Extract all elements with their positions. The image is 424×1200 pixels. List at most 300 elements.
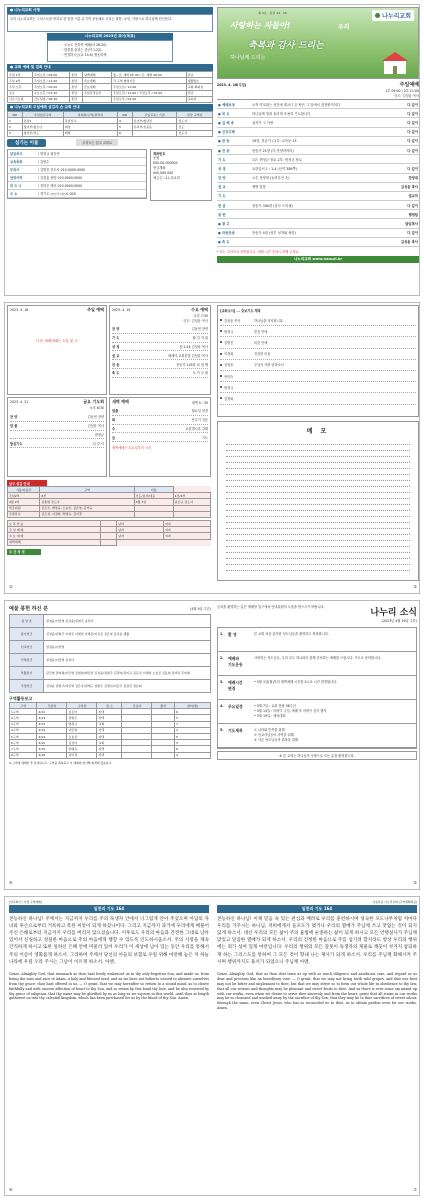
district-title: ● 나누리교회 주일예배 섬김의 손 교회 안내: [7, 104, 213, 111]
wednesday-row-value: 메세야 교회론말 김성윤 목사: [168, 353, 208, 358]
order-row: [217, 201, 419, 210]
column-header: 출석: [152, 703, 175, 709]
order-content: [252, 212, 388, 217]
left-prayer-title: 일천의 기도 164: [9, 905, 209, 913]
friday-row-value: 변정규: [94, 432, 104, 437]
order-item: 봉 헌: [218, 212, 226, 217]
right-prayer-english: Grant, Almighty God, that as thou dost train us up with so much diligence and assiduous care, and regard us as dear and precious like an hereditary vine, — O grant, that we may not bring forth wild grapes, and that our fruit may not be bitter and unpleasant to thee, but that we may strive so to form our whole life in obedience to thy law, that all our actions and thoughts may be pleasant and sweet fruits to thee. And as there is ever some sin mixed up with our works, even when we desire to serve thee sincerely and from the heart, grant that all stains in our works may be so cleansed and washed away by the sacrifice of thy Son, that they may be to thee sacrifices of sweet odour, through the same, even Christ Jesus, who has so reconciled us to thee, as to obtain pardon even for our works. Amen.: [217, 971, 417, 1011]
order-person: 다 같이: [407, 102, 418, 107]
news-body: 본 교회 처음 출석한 성도님들을 환영하고 축복합니다.: [254, 632, 329, 636]
order-list: [217, 99, 419, 247]
right-prayer-korean: 전능하신 하나님! 이제 믿음 속 있는 관심과 배려로 우리를 훈련하시며 성숙한 포도나무처럼 저마다 우리를 가꾸시는 하나님, 저희에게서 들포도가 맺거나 우리의 열매가 주님께 쓰고 맛없는 것이 되지 않게 하소서. 대신 우리의 모든 삶이 주의 율법에 순종하는 삶이 되게 하시고 모든 언행실사가 주님께 맞있고 달콤한 열매가 되게 하소서. 우리의 진정한 마음으로 주를 섬기려 할지라도 항상 우리의 행위에는 죄가 섞여 있게 마련입니다. 우리의 행위의 모든 잘못이 독생자의 제물로 깨끗이 씻겨지 참되하게 하는 그리스도를 통하여 그 모든 것이 향내 나는 제사가 되게 하소서. 우리를 주님께 화해시켜 주시며 행위까지도 용서가 되었으니 주님께 아멘.: [217, 917, 417, 965]
district-cell: 전도: [177, 124, 213, 130]
activity-cell: 4/13: [37, 721, 67, 727]
order-item: 기 도: [218, 194, 226, 199]
servant-row: [8, 190, 146, 198]
offering-type: 부활감사: [10, 667, 44, 680]
dawn-row-label: 금: [112, 435, 116, 440]
order-person: 다 같이: [407, 139, 418, 144]
wednesday-row: [112, 334, 208, 343]
activity-cell: 자택: [97, 752, 122, 758]
news-body: • 5월 1일(월)부터 새벽예배 시간을 5시로 시간 변경합니다.: [254, 680, 338, 684]
order-row: [217, 109, 419, 118]
page-number-right: ⑤: [413, 880, 417, 885]
activity-cell: 자택: [97, 715, 122, 721]
news-date: (2023년 4월 16일 주간): [381, 619, 417, 623]
wednesday-row-label: 성 경: [112, 344, 120, 349]
offering-type: 건축헌금: [10, 654, 44, 667]
wednesday-row-value: 찬송가 145장 다 함 께: [176, 362, 208, 367]
church-label: 우리도는 입고 교회로: [76, 139, 118, 146]
banner-small: 사랑하는 자들아!: [230, 21, 291, 30]
bank-line: 농협: [153, 156, 160, 161]
dawn-time: 새벽 5 : 30: [191, 400, 208, 405]
activity-cell: 자택: [97, 733, 122, 739]
bullet-icon: [220, 364, 222, 366]
right-half: [217, 605, 417, 887]
worship-cell: 본당: [70, 84, 83, 90]
column-header: 주일교육 / 기관: [132, 111, 177, 117]
prayer-text: 믿음 안에: [254, 329, 268, 334]
order-row: [217, 174, 419, 183]
bullet-icon: [220, 397, 222, 399]
activity-cell: 교회: [97, 740, 122, 746]
prayer-row: [220, 337, 416, 348]
order-note: * 표는 일어서서 찬양합니다. 예배 시간 전에 도착해 주세요.: [217, 250, 300, 254]
right-half: [217, 900, 417, 1194]
servant-role: 교육목회: [10, 159, 23, 164]
worship-cell: 교회 회의실: [186, 84, 212, 90]
news-item: [218, 628, 416, 652]
bulletin-page-2: [4, 302, 420, 594]
worship-cell: 월~금: 새벽 05:30 / 토: 새벽 06:00: [112, 72, 187, 78]
banner-main: 축복과 감사 드리는: [248, 41, 324, 51]
prayer-row: [220, 360, 416, 371]
service-cell: 주방봉사: [8, 511, 40, 517]
dawn-row: [112, 433, 208, 442]
prayer-name: 김정희: [224, 396, 234, 401]
order-row: [217, 219, 419, 228]
column-header: 구역장: [67, 703, 97, 709]
service-cell: 기도/감사/대표: [134, 493, 173, 499]
news-item: [218, 724, 416, 748]
worship-head: [217, 81, 419, 88]
church-logo: [372, 10, 414, 21]
district-cell: 전도사: [177, 118, 213, 124]
sunday-date: 2023. 4. 16: [10, 308, 29, 312]
order-item: ● 파송찬송: [218, 231, 235, 236]
order-content: 시온 찬양대 (놀라우신 손): [252, 176, 290, 181]
activity-cell: 자택: [97, 727, 122, 733]
prayer-name: 김명진: [224, 340, 234, 345]
order-person: 다 같이: [407, 166, 418, 171]
wednesday-time: 오후 7:30: [193, 314, 208, 318]
left-prayer-korean: 전능하신 하나님! 주께서는 지금까지 우리를 주의 독생자 안에서 너그럽게 안아 주셨으며 아담의 자녀와 후손으로부터 거룩하고 복된 씨앗이 되게 하셨나이다. 그리고 지금까지 과거에 우리에게 베풀어 주신 은혜로부터 지금까지 우리를 버리지 않으셨습니다. 이후로도 우리의 마음과 간전한 그대로 남아 있어서 신실하고 성실한 마음으로 주의 마음에게 행할 수 있도록 인도하시옵소서. 주의 사랑을 제속 간직하게 하시고 또한 일하신 은혜 안에 머물러 있어 우리가 이 세상에 남아 있는 동안 우리를 통해서 주의 이름이 영화롭게 하소서. 그리하여 주께서 당신의 아들의 보혈로 우릴 위해 마련해 놓은 저 하늘나라에 우릴 오라 주시는 그날이 이르게 하소서. 아멘.: [9, 917, 209, 965]
worship-kind: 주일예배: [399, 82, 419, 88]
friday-row-value: 다 같 이: [92, 441, 104, 446]
offering-names: 김성윤 권현주/이민영 김은아/권세구 권현주 김명진/이은주 김명진 정은희: [44, 680, 211, 693]
friday-row: [10, 439, 104, 448]
news-title-wrap: [370, 605, 417, 623]
column-header: 기동/다음주: [8, 487, 40, 493]
motto-box: [47, 40, 173, 62]
servants-title: 섬기는 이들: [7, 139, 46, 147]
servants-area: [7, 149, 213, 201]
offering-type: 십 일 조: [10, 615, 44, 628]
offering-row: [10, 641, 211, 654]
activity-cell: 4: [174, 752, 210, 758]
service-cell: [134, 511, 173, 517]
worship-cell: 주일 2부: [8, 78, 33, 84]
order-content: [252, 239, 388, 244]
prayer-name: 이정희: [224, 352, 234, 357]
order-content: 요한일서 1 : 1-4 (신약 389쪽): [252, 166, 297, 171]
order-content: 찬송가 4장 (성부 성자와 성령): [252, 231, 296, 236]
news-body: 사랑하는 성도님들, 우리 모두 하나되어 함께 중보하는 예배를 드립시다. 기도로 준비합시다.: [254, 656, 382, 660]
activity-cell: 박혜숙: [67, 746, 97, 752]
order-person: 다 같이: [407, 111, 418, 116]
worship-cell: 생활방소: [186, 78, 212, 84]
friday-row-label: 찬 양: [10, 415, 18, 420]
worship-cell: 본당: [186, 72, 212, 78]
order-row: [217, 229, 419, 238]
page-number-right: ③: [413, 584, 417, 589]
offering-row: [10, 680, 211, 693]
district-cell: 4: [118, 118, 133, 124]
bulletin-page-1: [4, 4, 420, 296]
activity-cell: 7: [174, 721, 210, 727]
order-content: 십자가 그 사랑: [252, 120, 274, 125]
wednesday-row-value: 몸 2:24 김성윤 목사: [179, 344, 208, 349]
prayer-title: [교회소식] ... 중보기도 제목: [220, 309, 261, 313]
left-prayer-english: Grant, Almighty God, that inasmuch as thou hast freely embraced us in thy only-begotten Son, and made us, from being the sons and race of Adam, a holy and blessed seed, and as we have not hitherto ceased to alienate ourselves from thy grace; thou hast offered to us, — O grant, that we may hereafter so return to a sound mind, as to cleave faithfully and with sincere affection of heart to thy Son, and so retain by this bond thy love, and be also renewed by thy grace of adoption, that thy name may be glorified by us as long as we sojourn in this world, until thou at length gatherest us into thy celestial kingdom, which has been purchased for us by the blood of thy Son. Amen.: [9, 971, 209, 1001]
column-header: NO: [118, 111, 133, 117]
dedication-cell: [101, 539, 117, 545]
order-content: [252, 129, 388, 134]
order-row: [217, 118, 419, 127]
wednesday-row-label: 축 도: [112, 371, 120, 376]
worship-cell: 수요예배: [82, 78, 111, 84]
dawn-row: [112, 425, 208, 434]
order-person: 다 같이: [407, 130, 418, 135]
bullet-icon: [220, 330, 222, 332]
banner-sub: 우리: [338, 24, 350, 31]
prayer-text: 주님의 사랑 임하소서: [254, 363, 284, 368]
left-half: [9, 900, 209, 1194]
dawn-row-label: 화: [112, 418, 116, 423]
right-tag: 다음다음 나누리교회 [구역예배좌공]: [372, 900, 417, 904]
worship-cell: 주일오전 / 11:00: [32, 78, 69, 84]
right-half: [217, 305, 419, 591]
order-content: 19장, 찬송가 / 2부: 교독문 13: [252, 139, 297, 144]
district-cell: 1: [8, 118, 23, 124]
friday-row-label: 합심기도: [10, 441, 23, 446]
prayer-row: [220, 393, 416, 404]
footer-bar: 나누리교회 www.nanuri.kr: [217, 256, 419, 263]
servant-name: / 김영수: [38, 159, 50, 164]
service-cell: 2부: [40, 493, 134, 499]
prayer-row: [220, 315, 416, 326]
servant-row: [8, 174, 146, 182]
servant-role: 파 트 너: [10, 183, 22, 188]
bulletin-page-4: [4, 896, 420, 1196]
bullet-icon: [220, 375, 222, 377]
service-cell: 주일2부: [8, 493, 40, 499]
district-cell: 유치부/초중등: [132, 124, 177, 130]
friday-row-value: 김동현 찬양: [87, 415, 104, 420]
prayer-row: [220, 326, 416, 337]
page-number-right: ⑦: [413, 1187, 417, 1192]
activity-cell: 4/16: [37, 752, 67, 758]
district-cell: 본관1: [22, 118, 63, 124]
top-info: 제 4호 · 통권 43 · 56: [258, 11, 287, 15]
servant-role: 찬양사역: [10, 175, 23, 180]
wednesday-date: 2023. 4. 19: [112, 308, 131, 312]
dedication-cell: 남자: [117, 520, 164, 526]
dedication-cell: 오 후 찬 송: [8, 520, 101, 526]
district-cell: 5: [118, 124, 133, 130]
district-cell: 태현: [63, 130, 117, 136]
activity-cell: 4구역: [10, 727, 37, 733]
worship-leader: 인도: 김성윤 목사: [394, 94, 419, 98]
activity-cell: 3: [174, 740, 210, 746]
dawn-row: [112, 416, 208, 425]
order-row: [217, 210, 419, 219]
bank-line: 헌금계좌: [153, 166, 166, 171]
memo-line: [226, 565, 410, 571]
servant-name: / 경기도 ○○시 ○○로 000: [38, 191, 76, 196]
order-person: 설교자: [408, 194, 418, 199]
news-item: [218, 700, 416, 724]
order-content: 하나님께 영광 돌리며 조용히 기도합니다: [252, 111, 311, 116]
banner: [217, 7, 419, 79]
order-person: 다 같이: [407, 203, 418, 208]
prayer-name: 김성윤: [224, 363, 234, 368]
dedication-cell: 여자: [164, 533, 211, 539]
dawn-title: 새벽 예배: [112, 399, 129, 404]
offering-names: 권정윤/이민영: [44, 641, 211, 654]
order-content: 생명 말씀: [252, 185, 266, 190]
news-number: 3.: [220, 680, 224, 684]
dawn-note: 새벽예배는 토요일부터 시작: [112, 446, 151, 451]
friday-date: 2023. 4. 21: [10, 400, 29, 404]
logo-icon: [375, 13, 380, 18]
activity-cell: 3구역: [10, 721, 37, 727]
worship-grid-bottom: [7, 397, 211, 477]
offering-type: 주정헌금: [10, 680, 44, 693]
dawn-box: [109, 397, 211, 477]
worship-cell: 주일 오후: [8, 84, 33, 90]
servants-header: [7, 139, 213, 147]
servant-row: [8, 158, 146, 166]
dedication-row: [8, 539, 211, 545]
wednesday-box: [109, 305, 211, 395]
order-row: [217, 192, 419, 201]
offering-date: (4월 9일 주간): [190, 607, 211, 611]
worship-time: 1부 09:00 / 2부 11:00: [385, 89, 419, 93]
wednesday-row-label: 찬 양: [112, 327, 120, 332]
dedication-cell: 수 요 예 배: [8, 533, 101, 539]
servant-role: 주 소: [10, 191, 18, 196]
activity-cell: 이민영: [67, 727, 97, 733]
news-footer: ※ 본 교회는 하나님의 사랑으로 모든 분을 환영합니다.: [217, 751, 417, 760]
order-item: 헌 금: [218, 203, 226, 208]
order-row: [217, 100, 419, 109]
prayer-name: 변정규: [224, 385, 234, 390]
activity-cell: 김성아: [67, 740, 97, 746]
activity-note: ※ 구역예 예배한 후 담대하시고, 구역을 축하하고 이 예배에 참가해 회개에 있습니다.: [9, 760, 113, 765]
sunday-title: 주일 예배: [87, 307, 104, 312]
worship-cell: 금요기도회: [8, 96, 33, 102]
sunday-note: 다음 예배에배는 1일 첫 주: [36, 339, 78, 343]
news-number: 5.: [220, 728, 224, 732]
offering-head: [9, 605, 211, 612]
mission-title: ● 나누리교회 사명: [7, 7, 213, 14]
service-table: [7, 486, 211, 518]
order-row: [217, 155, 419, 164]
news-heading: 예배시간 변경: [228, 680, 243, 691]
column-header: 참석(명): [174, 703, 210, 709]
offering-row: [10, 667, 211, 680]
worship-cell: 수요오후 / 07:30: [32, 90, 69, 96]
activity-cell: 4/14: [37, 733, 67, 739]
offering-title: 예물 봉헌 하신 분: [9, 606, 49, 612]
activity-cell: 2구역: [10, 715, 37, 721]
prayer-name: 변정규: [224, 329, 234, 334]
servant-row: [8, 182, 146, 190]
district-cell: 청년부/청소년: [22, 124, 63, 130]
servant-name: / 변정규 최강민: [38, 151, 60, 156]
order-person: 다 같이: [407, 148, 418, 153]
activity-cell: 변정규: [67, 721, 97, 727]
order-item: ● 신앙고백: [218, 130, 235, 135]
motto-line: · 말씀을 살리는 종(약 1:22): [62, 47, 102, 52]
activity-cell: [152, 752, 175, 758]
friday-rows: [10, 413, 104, 448]
bullet-icon: [220, 353, 222, 355]
worship-cell: 본당: [186, 90, 212, 96]
order-row: [217, 238, 419, 247]
order-content: [252, 193, 388, 198]
servant-row: [8, 150, 146, 158]
right-column: [217, 7, 419, 293]
prayer-name: 김성윤 목사: [224, 318, 241, 323]
church-building-icon: [380, 50, 410, 74]
activity-cell: 김미경: [67, 752, 97, 758]
activity-cell: 4/13: [37, 715, 67, 721]
dedication-cell: 여자: [164, 527, 211, 533]
order-row: [217, 146, 419, 155]
dawn-row-value: 월요일 성경: [191, 409, 208, 414]
order-row: [217, 183, 419, 192]
page-number-left: ②: [9, 584, 13, 589]
district-cell: 태정: [63, 124, 117, 130]
prayer-rows: [220, 315, 416, 405]
worship-grid-top: [7, 305, 211, 395]
wednesday-row: [112, 360, 208, 369]
worship-table: [7, 71, 213, 103]
offering-row: [10, 628, 211, 641]
dedication-cell: 여자: [164, 520, 211, 526]
news-list: [217, 627, 417, 749]
banner-text: 하나님께 드리는: [230, 55, 266, 61]
dawn-row-value: 기도: [201, 435, 208, 440]
news-item: [218, 652, 416, 676]
wednesday-title: 수요 예배: [191, 307, 208, 312]
activity-cell: 4/12: [37, 709, 67, 715]
offering-names: 권정윤/이민영 김성윤/권현주 송인아: [44, 615, 211, 628]
news-heading: 주요일정: [228, 704, 243, 709]
wednesday-row: [112, 351, 208, 360]
order-person: 찬양대: [408, 176, 418, 181]
news-heading: 기도제목: [228, 728, 243, 733]
dedication-cell: 남자: [117, 527, 164, 533]
friday-time: 오후 8:30: [89, 406, 104, 410]
order-item: ● 축 도: [218, 240, 230, 245]
column-header: 모임일: [37, 703, 67, 709]
news-number: 1.: [220, 632, 224, 636]
left-tag: [상교회가 / 가정 구역예배]: [9, 900, 42, 904]
order-item: ● 광 고: [218, 222, 230, 227]
worship-date: 2023. 4. 16(주일): [217, 83, 247, 87]
activity-cell: 교회: [97, 721, 122, 727]
friday-row-value: 김성윤 목사: [87, 424, 104, 429]
activity-title: 구역활동보고: [9, 696, 33, 701]
order-item: 설 교: [218, 185, 226, 190]
order-row: [217, 164, 419, 173]
worship-cell: 주일성경공부: [82, 90, 111, 96]
worship-cell: 수요: [8, 90, 33, 96]
friday-box: [7, 397, 107, 477]
wednesday-row-value: 황 길 자 권: [192, 336, 208, 341]
worship-cell: 주일오전 / 11:00: [112, 84, 187, 90]
bank-line: 000-00-000000: [153, 161, 178, 166]
memo-title: 메 모: [306, 428, 330, 435]
activity-cell: 1구역: [10, 709, 37, 715]
page-number-left: ④: [9, 880, 13, 885]
logo-text: 나누리교회: [382, 13, 411, 20]
activity-cell: 4/14: [37, 727, 67, 733]
worship-cell: 금요예배: [82, 84, 111, 90]
servant-name: / 김정훈 찬양 010-0000-0000: [38, 175, 83, 180]
bullet-icon: [220, 386, 222, 388]
bank-box: [150, 149, 212, 201]
order-content: 1부: 변정규 장로 2부: 변정규 장로: [252, 157, 302, 162]
service-cell: 윤은규 전도사: [173, 499, 210, 505]
order-person: [388, 157, 418, 162]
bank-label: 계좌번호: [153, 151, 166, 156]
wednesday-rows: [112, 325, 208, 378]
motto-line: · 오늘도 전하자 예배(마 28:20): [62, 43, 107, 47]
news-title: 나누리 소식: [370, 608, 417, 618]
bullet-icon: [220, 319, 222, 321]
order-content: 찬송가 300장 (감사 드리세): [252, 203, 293, 208]
left-half: [9, 605, 211, 887]
worship-cell: 본당: [70, 72, 83, 78]
worship-title: ● 교회 예배 및 집회 안내: [7, 64, 213, 71]
friday-title: 금요 기도회: [83, 399, 104, 404]
worship-cell: 주일오후 / 02:00: [112, 96, 187, 102]
service-cell: 4월 2부: [8, 499, 40, 505]
servant-role: 부목사: [10, 167, 20, 172]
friday-row: [10, 431, 104, 440]
wednesday-leader: 인도: 김성윤 목사: [183, 319, 208, 323]
dedication-cell: 남자: [117, 533, 164, 539]
column-header: 이름: [134, 487, 173, 493]
offering-type: 감사헌금: [10, 628, 44, 641]
bulletin-page-3: [4, 600, 420, 890]
dawn-row-value: 안수기 김동: [191, 418, 208, 423]
